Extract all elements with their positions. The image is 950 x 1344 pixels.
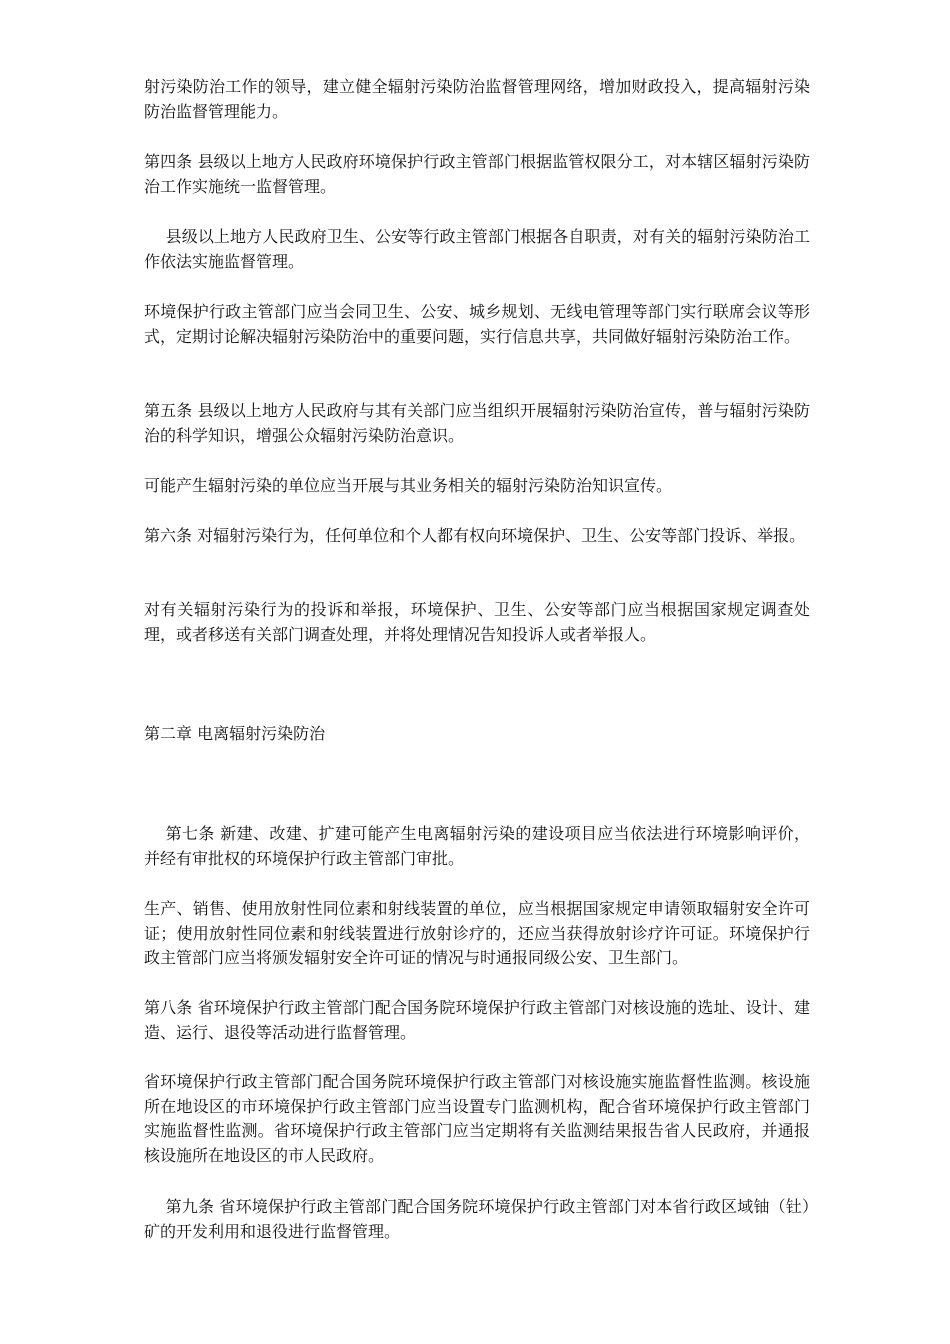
article-6: 第六条 对辐射污染行为，任何单位和个人都有权向环境保护、卫生、公安等部门投诉、举报。 — [144, 526, 806, 545]
article-8: 第八条 省环境保护行政主管部门配合国务院环境保护行政主管部门对核设施的选址、设计、建造、运行、退役等活动进行监督管理。 — [144, 998, 810, 1042]
paragraph-4: 环境保护行政主管部门应当会同卫生、公安、城乡规划、无线电管理等部门实行联席会议等形式，定期讨论解决辐射污染防治中的重要问题，实行信息共享，共同做好辐射污染防治工作。 — [144, 302, 810, 346]
paragraph-13: 省环境保护行政主管部门配合国务院环境保护行政主管部门对核设施实施监督性监测。核设施所在地设区的市环境保护行政主管部门应当设置专门监测机构，配合省环境保护行政主管部门实施监督性监测。省环境保护行政主管部门应当定期将有关监测结果报告省人民政府，并通报核设施所在地设区的市人民政府。 — [144, 1072, 810, 1165]
paragraph-6: 可能产生辐射污染的单位应当开展与其业务相关的辐射污染防治知识宣传。 — [144, 476, 673, 495]
paragraph-1: 射污染防治工作的领导，建立健全辐射污染防治监督管理网络，增加财政投入，提高辐射污染防治监督管理能力。 — [144, 77, 810, 121]
article-4: 第四条 县级以上地方人民政府环境保护行政主管部门根据监管权限分工，对本辖区辐射污染防治工作实施统一监督管理。 — [144, 152, 810, 196]
paragraph-3: 县级以上地方人民政府卫生、公安等行政主管部门根据各自职责，对有关的辐射污染防治工作依法实施监督管理。 — [144, 227, 810, 271]
article-5: 第五条 县级以上地方人民政府与其有关部门应当组织开展辐射污染防治宣传，普与辐射污染防治的科学知识，增强公众辐射污染防治意识。 — [144, 401, 810, 445]
article-9: 第九条 省环境保护行政主管部门配合国务院环境保护行政主管部门对本省行政区域铀（钍）矿的开发利用和退役进行监督管理。 — [144, 1197, 810, 1241]
paragraph-11: 生产、销售、使用放射性同位素和射线装置的单位，应当根据国家规定申请领取辐射安全许可证；使用放射性同位素和射线装置进行放射诊疗的，还应当获得放射诊疗许可证。环境保护行政主管部门应当将颁发辐射安全许可证的情况与时通报同级公安、卫生部门。 — [144, 899, 810, 967]
paragraph-8: 对有关辐射污染行为的投诉和举报，环境保护、卫生、公安等部门应当根据国家规定调查处理，或者移送有关部门调查处理，并将处理情况告知投诉人或者举报人。 — [144, 600, 810, 644]
article-7: 第七条 新建、改建、扩建可能产生电离辐射污染的建设项目应当依法进行环境影响评价，并经有审批权的环境保护行政主管部门审批。 — [144, 824, 810, 868]
chapter-2-heading: 第二章 电离辐射污染防治 — [144, 724, 326, 743]
